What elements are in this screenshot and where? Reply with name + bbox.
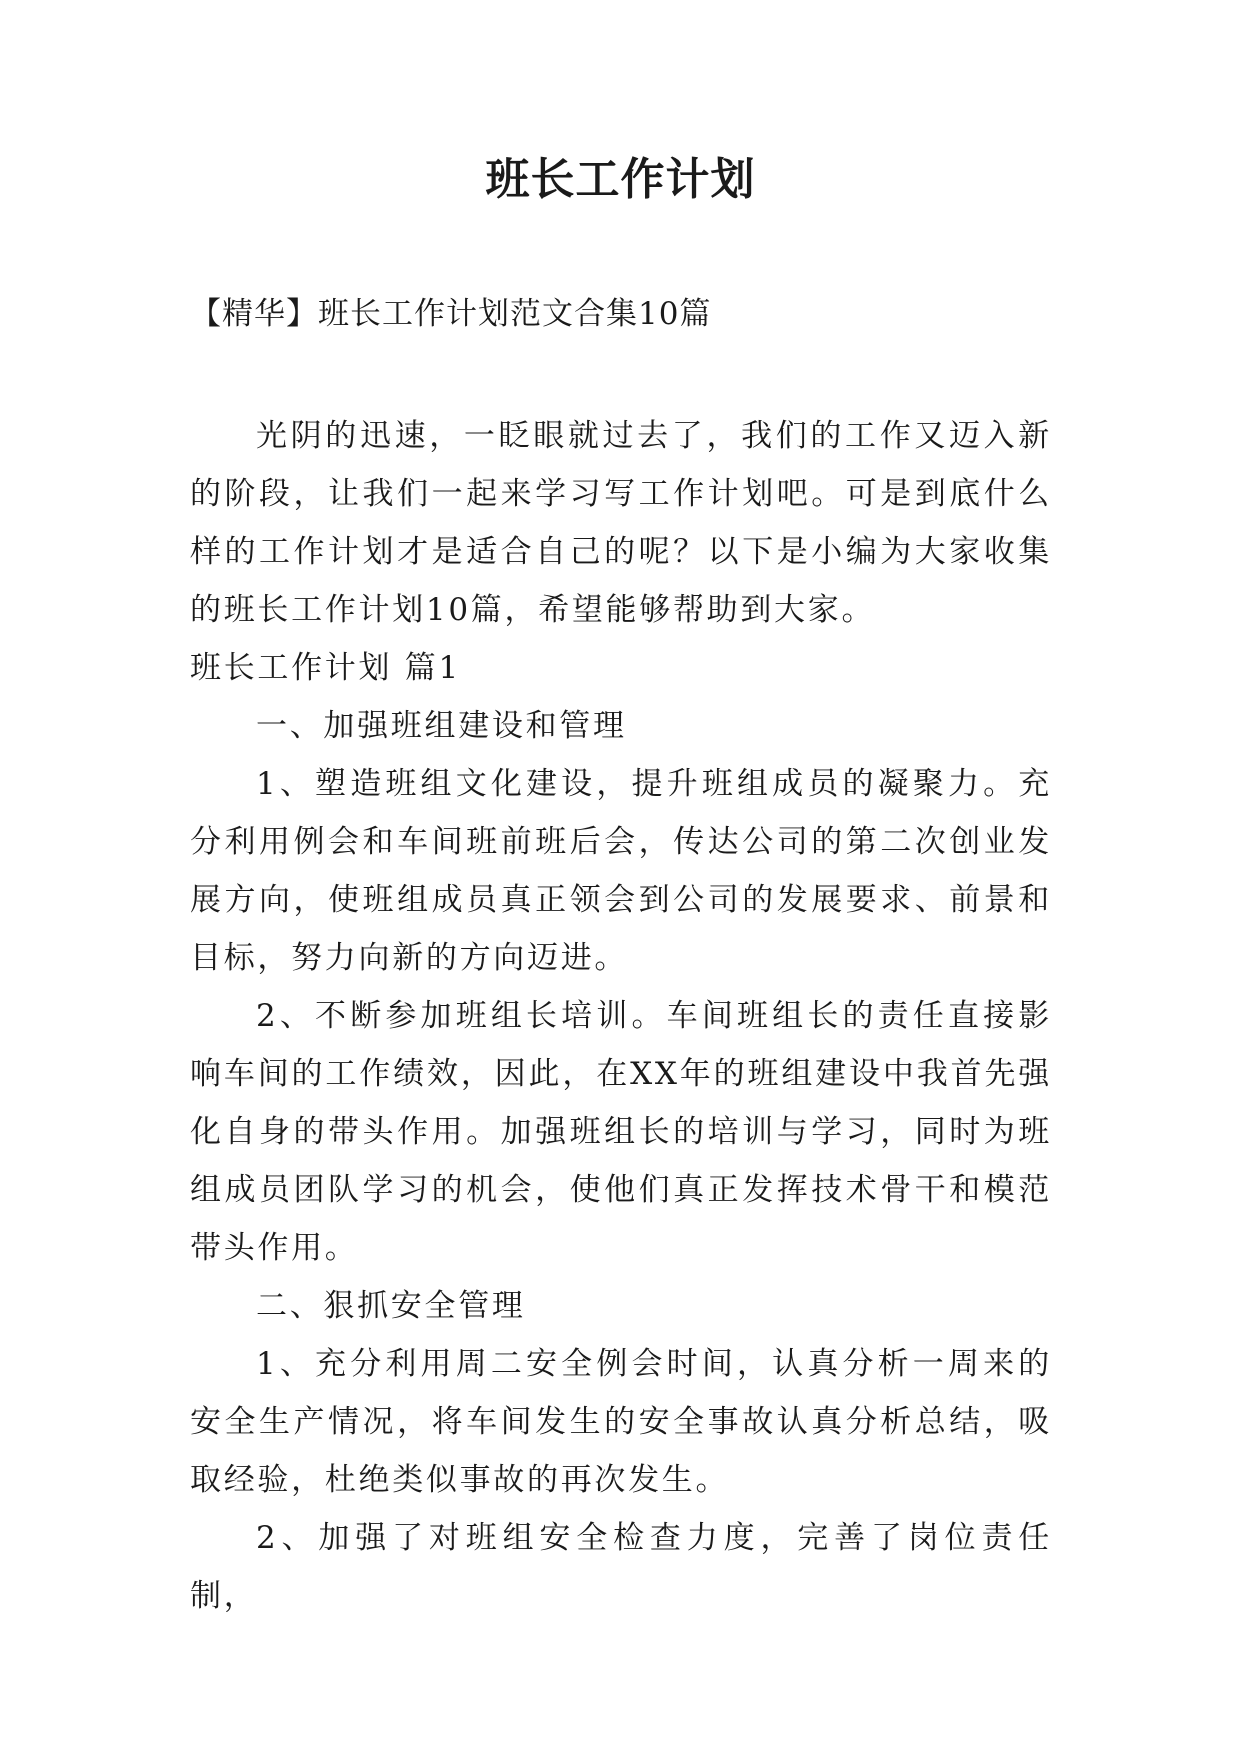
body-paragraph: 1、塑造班组文化建设，提升班组成员的凝聚力。充分利用例会和车间班前班后会，传达公司的第二次创业发展方向，使班组成员真正领会到公司的发展要求、前景和目标，努力向新的方向迈进。 [190, 766, 1052, 976]
body-paragraph: 1、充分利用周二安全例会时间，认真分析一周来的安全生产情况，将车间发生的安全事故认真分析总结，吸取经验，杜绝类似事故的再次发生。 [190, 1346, 1052, 1498]
document-subtitle: 【精华】班长工作计划范文合集10篇 [190, 296, 712, 332]
body-paragraph: 2、加强了对班组安全检查力度，完善了岗位责任制， [190, 1520, 1052, 1614]
section-heading: 班长工作计划 篇1 [190, 650, 461, 686]
document-title: 班长工作计划 [485, 154, 756, 205]
body-paragraph: 2、不断参加班组长培训。车间班组长的责任直接影响车间的工作绩效，因此，在XX年的班组建设中我首先强化自身的带头作用。加强班组长的培训与学习，同时为班组成员团队学习的机会，使他们真正发挥技术骨干和模范带头作用。 [190, 998, 1052, 1266]
document-body [190, 407, 1052, 1625]
intro-paragraph: 光阴的迅速，一眨眼就过去了，我们的工作又迈入新的阶段，让我们一起来学习写工作计划吧。可是到底什么样的工作计划才是适合自己的呢？以下是小编为大家收集的班长工作计划10篇，希望能够帮助到大家。 [190, 418, 1052, 628]
section-heading: 一、加强班组建设和管理 [256, 708, 627, 744]
section-heading: 二、狠抓安全管理 [256, 1288, 526, 1324]
